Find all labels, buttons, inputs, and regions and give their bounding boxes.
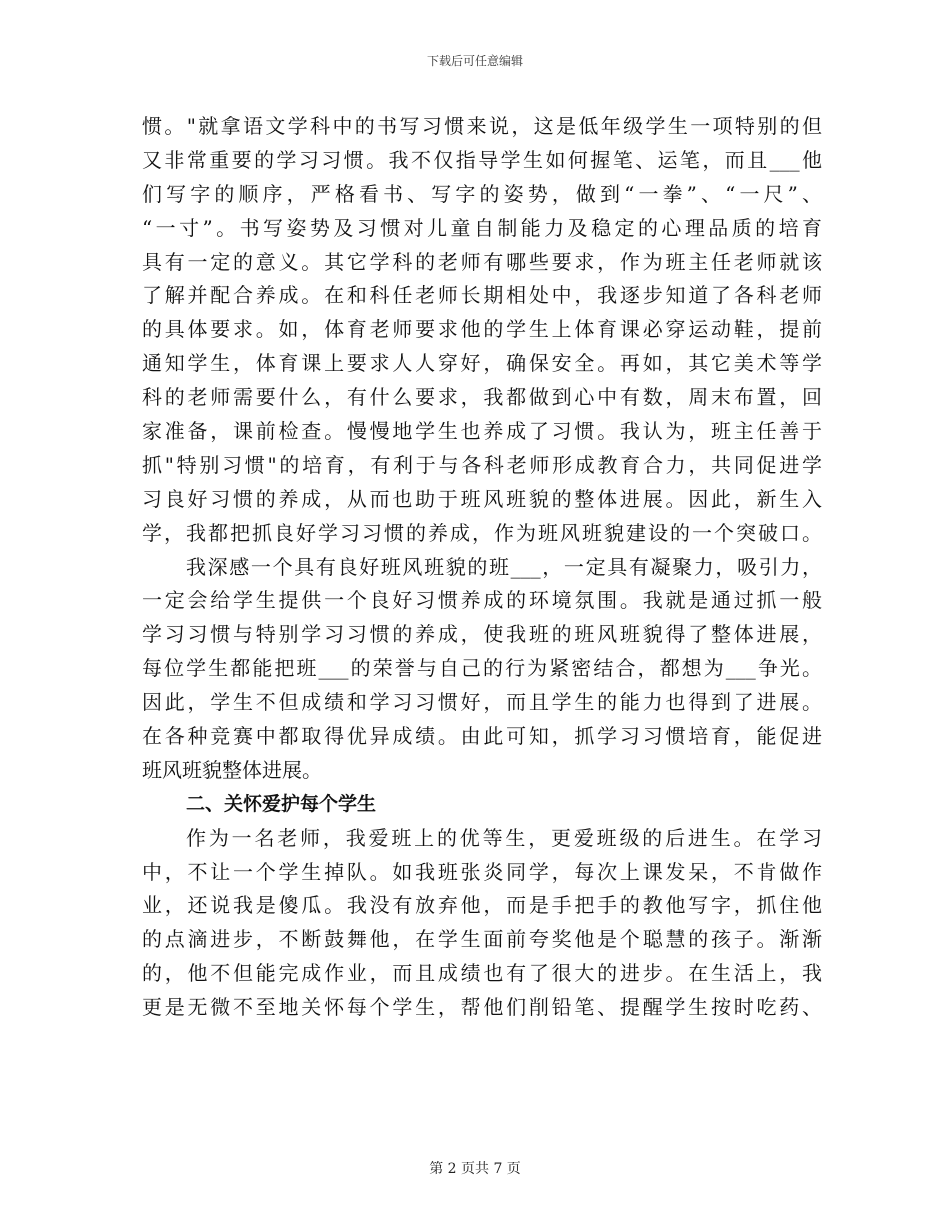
paragraph-line: 一定会给学生提供一个良好习惯养成的环境氛围。我就是通过抓一般 [142, 588, 822, 613]
paragraph-line: 通知学生，体育课上要求人人穿好，确保安全。再如，其它美术等学 [142, 351, 822, 376]
paragraph-line: 习良好习惯的养成，从而也助于班风班貌的整体进展。因此，新生入 [142, 486, 822, 511]
paragraph-line: 在各种竞赛中都取得优异成绩。由此可知，抓学习习惯培育，能促进 [142, 724, 822, 749]
paragraph-line: 抓"特别习惯"的培育，有利于与各科老师形成教育合力，共同促进学 [142, 452, 822, 477]
paragraph-line: 了解并配合养成。在和科任老师长期相处中，我逐步知道了各科老师 [142, 283, 822, 308]
paragraph-line: 又非常重要的学习习惯。我不仅指导学生如何握笔、运笔，而且___他 [142, 147, 822, 172]
paragraph-line: 每位学生都能把班___的荣誉与自己的行为紧密结合，都想为___争光。 [142, 656, 822, 681]
paragraph-line: 的，他不但能完成作业，而且成绩也有了很大的进步。在生活上，我 [142, 961, 822, 986]
paragraph-line: 更是无微不至地关怀每个学生，帮他们削铅笔、提醒学生按时吃药、 [142, 995, 822, 1020]
paragraph-line: 因此，学生不但成绩和学习习惯好，而且学生的能力也得到了进展。 [142, 690, 822, 715]
paragraph-line: 中，不让一个学生掉队。如我班张炎同学，每次上课发呆，不肯做作 [142, 859, 822, 884]
paragraph-line: 科的老师需要什么，有什么要求，我都做到心中有数，周末布置，回 [142, 385, 822, 410]
paragraph-line: 学，我都把抓良好学习习惯的养成，作为班风班貌建设的一个突破口。 [142, 520, 822, 545]
paragraph-line: 业，还说我是傻瓜。我没有放弃他，而是手把手的教他写字，抓住他 [142, 893, 822, 918]
paragraph-line: “一寸”。书写姿势及习惯对儿童自制能力及稳定的心理品质的培育 [142, 215, 822, 240]
section-heading: 二、关怀爱护每个学生 [186, 792, 377, 815]
page-header: 下载后可任意编辑 [426, 54, 523, 68]
paragraph-line: 作为一名老师，我爱班上的优等生，更爱班级的后进生。在学习 [186, 825, 822, 850]
paragraph-line: 的具体要求。如，体育老师要求他的学生上体育课必穿运动鞋，提前 [142, 317, 822, 342]
paragraph-line: 惯。"就拿语文学科中的书写习惯来说，这是低年级学生一项特别的但 [142, 114, 822, 138]
paragraph-line: 学习习惯与特别学习习惯的养成，使我班的班风班貌得了整体进展， [142, 622, 822, 647]
paragraph-line: 们写字的顺序，严格看书、写字的姿势，做到“一拳”、“一尺”、 [142, 181, 822, 206]
paragraph-line: 家准备，课前检查。慢慢地学生也养成了习惯。我认为，班主任善于 [142, 419, 822, 444]
page-number: 第 2 页共 7 页 [429, 1161, 521, 1177]
paragraph-line: 具有一定的意义。其它学科的老师有哪些要求，作为班主任老师就该 [142, 249, 822, 274]
paragraph-line: 的点滴进步，不断鼓舞他，在学生面前夸奖他是个聪慧的孩子。渐渐 [142, 927, 822, 952]
paragraph-line: 我深感一个具有良好班风班貌的班___，一定具有凝聚力，吸引力， [186, 554, 822, 579]
paragraph-line: 班风班貌整体进展。 [142, 757, 322, 782]
document-body [142, 110, 822, 1025]
